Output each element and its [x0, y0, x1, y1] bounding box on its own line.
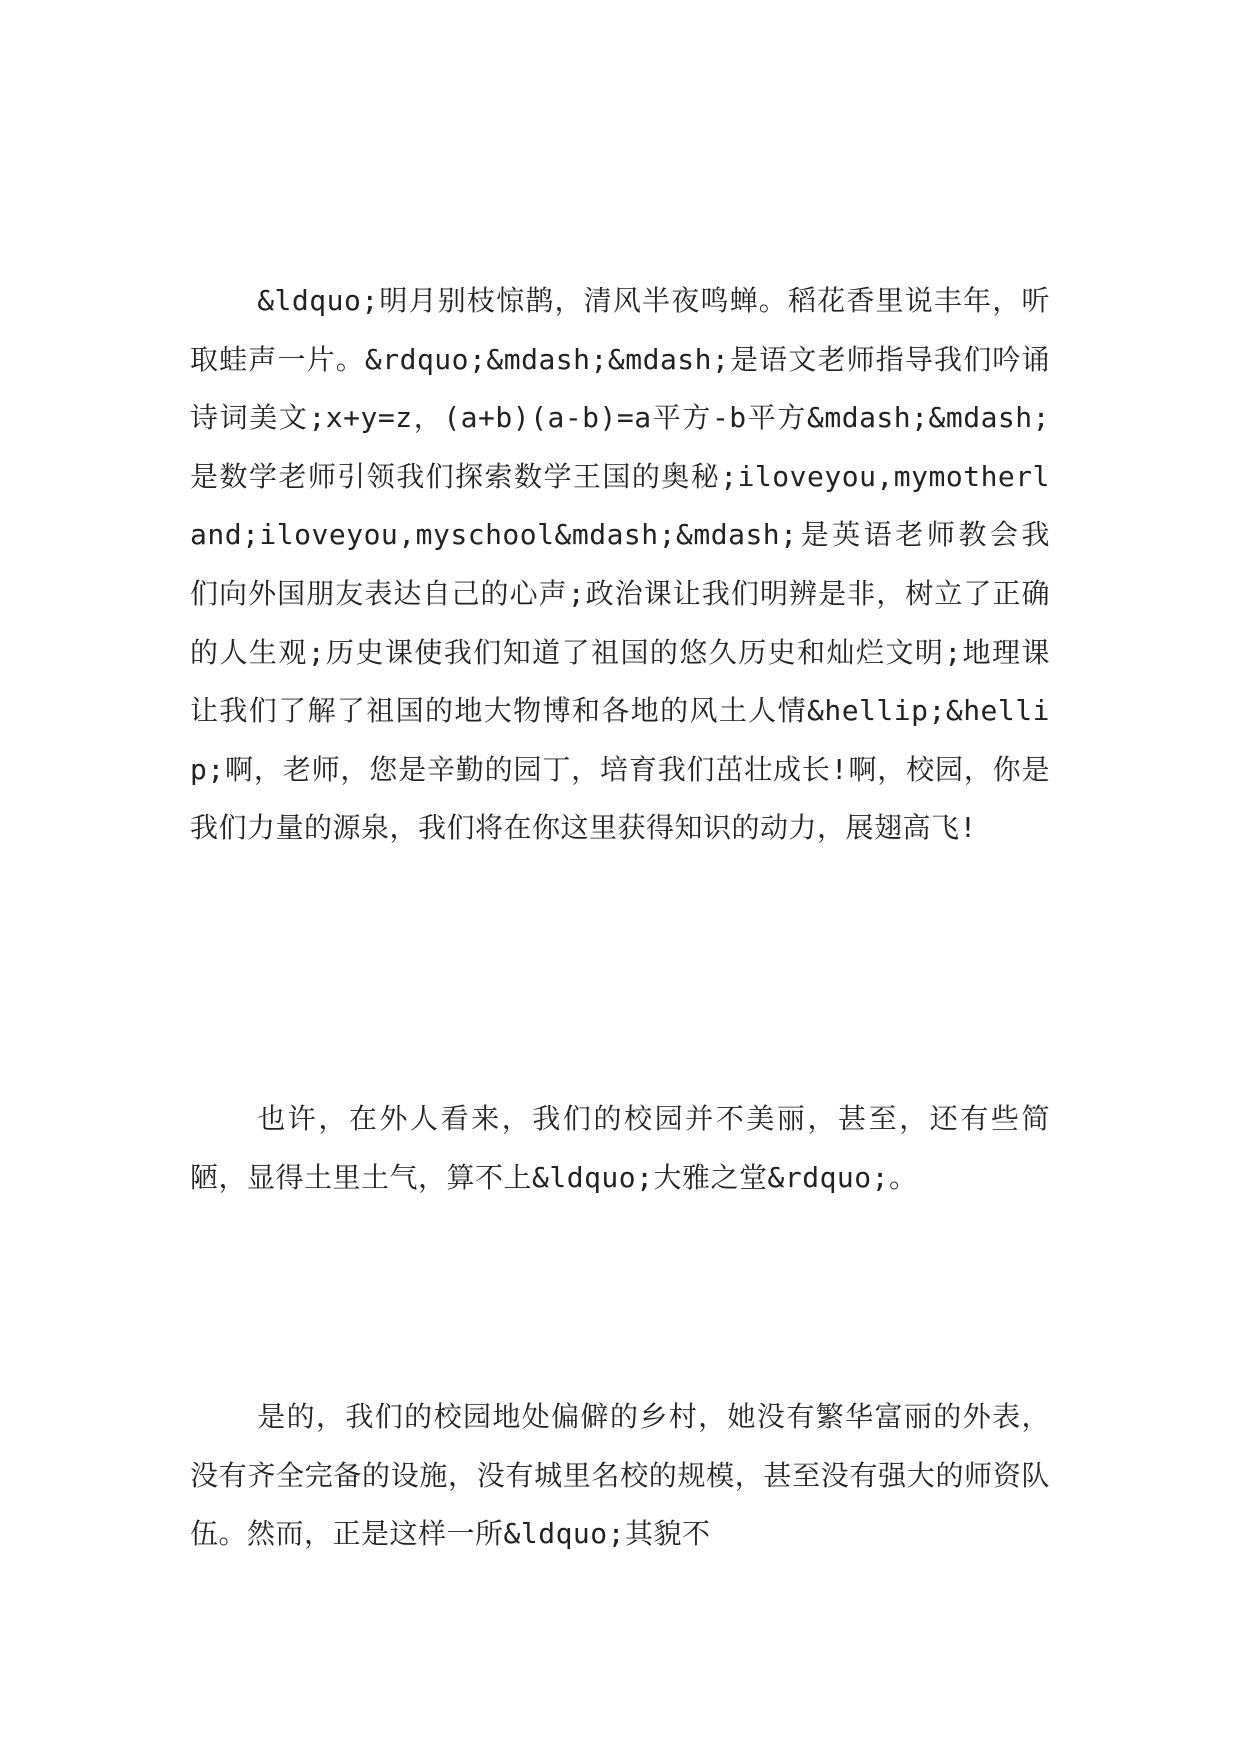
paragraph-teachers: &ldquo;明月别枝惊鹊，清风半夜鸣蝉。稻花香里说丰年，听取蛙声一片。&rdquo;&mdash;&mdash;是语文老师指导我们吟诵诗词美文;x+y=z，(a+b)(a-b)=a平方-b平方&mdash;&mdash;是数学老师引领我们探索数学王国的奥秘;iloveyou,mymotherland;iloveyou,myschool&mdash;&mdash;是英语老师教会我们向外国朋友表达自己的心声;政治课让我们明辨是非，树立了正确的人生观;历史课使我们知道了祖国的悠久历史和灿烂文明;地理课让我们了解了祖国的地大物博和各地的风土人情&hellip;&hellip;啊，老师，您是辛勤的园丁，培育我们茁壮成长!啊，校园，你是我们力量的源泉，我们将在你这里获得知识的动力，展翅高飞! — [190, 284, 1050, 845]
paragraph-rural-campus: 是的，我们的校园地处偏僻的乡村，她没有繁华富丽的外表，没有齐全完备的设施，没有城里名校的规模，甚至没有强大的师资队伍。然而，正是这样一所&ldquo;其貌不 — [190, 1400, 1050, 1551]
paragraph-campus-appearance: 也许，在外人看来，我们的校园并不美丽，甚至，还有些简陋，显得土里土气，算不上&ldquo;大雅之堂&rdquo;。 — [190, 1102, 1050, 1194]
